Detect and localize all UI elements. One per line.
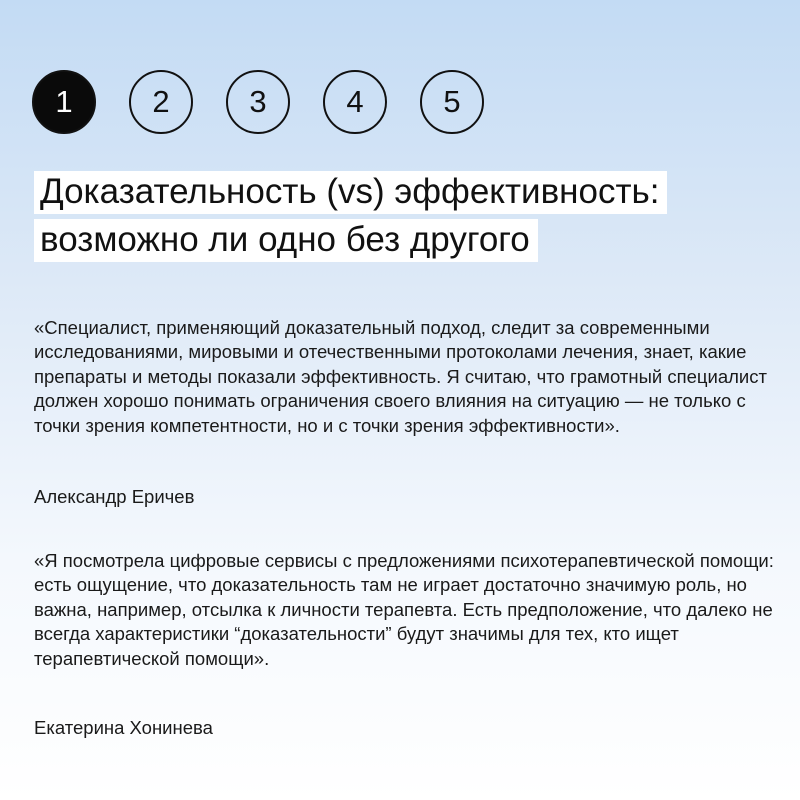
quote-2-text: «Я посмотрела цифровые сервисы с предложениями психотерапевтической помощи: есть ощущение, что доказательность там не играет достаточно значимую роль, но важна, например, отсылка к личности терапевта. Есть предположение, что далеко не всегда характеристики “доказательности” будут значимы для тех, кто ищет терапевтической помощи». <box>34 550 774 669</box>
quote-1-author: Александр Еричев <box>34 486 195 507</box>
step-indicator <box>32 70 484 134</box>
step-3[interactable]: 3 <box>226 70 290 134</box>
page-title <box>34 168 774 264</box>
step-2[interactable]: 2 <box>129 70 193 134</box>
page-title-line-2: возможно ли одно без другого <box>34 219 538 262</box>
step-5[interactable]: 5 <box>420 70 484 134</box>
quote-2-author: Екатерина Хонинева <box>34 717 213 738</box>
step-4[interactable]: 4 <box>323 70 387 134</box>
step-1[interactable]: 1 <box>32 70 96 134</box>
page-title-line-1: Доказательность (vs) эффективность: <box>34 171 667 214</box>
quote-1-text: «Специалист, применяющий доказательный подход, следит за современными исследованиями, мировыми и отечественными протоколами лечения, знает, какие препараты и методы показали эффективность. Я считаю, что грамотный специалист должен хорошо понимать ограничения своего влияния на ситуацию — не только с точки зрения компетентности, но и с точки зрения эффективности». <box>34 317 767 436</box>
